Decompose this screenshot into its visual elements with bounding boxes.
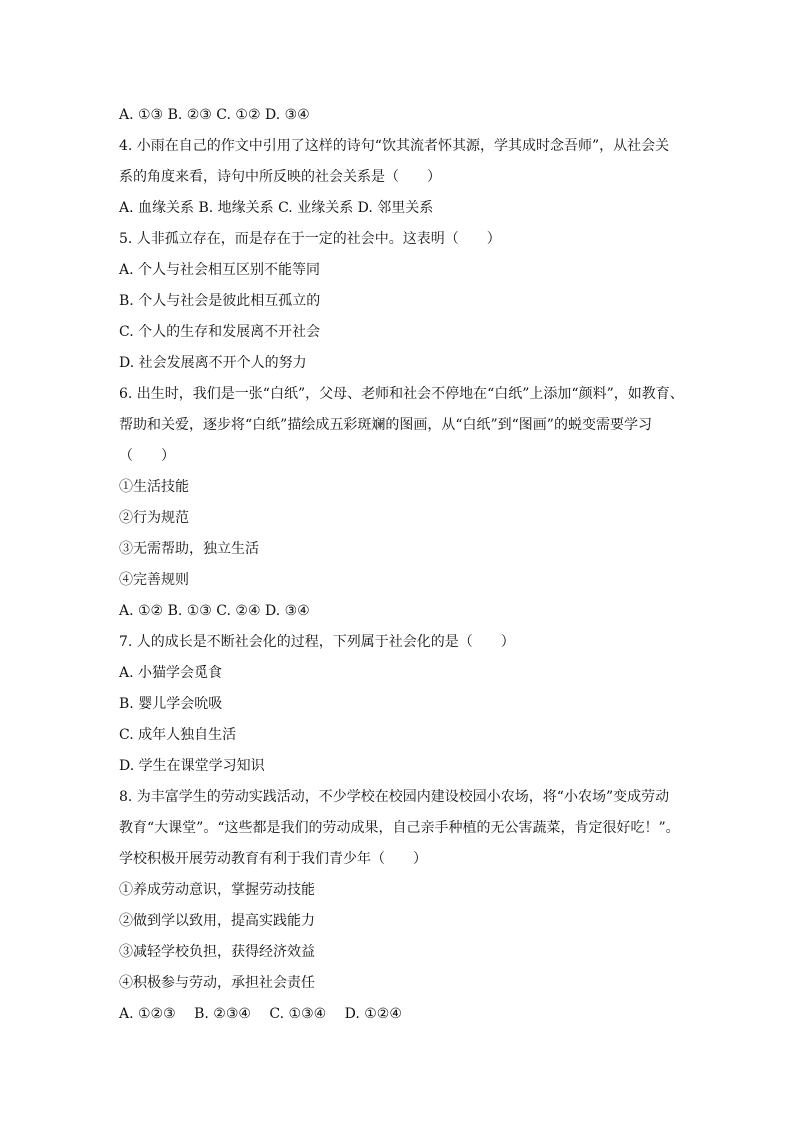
text-line: （ ） [119,448,175,464]
text-line: 4. 小雨在自己的作文中引用了这样的诗句“饮其流者怀其源，学其成时念吾师”，从社会关 [119,138,670,154]
text-line: 学校积极开展劳动教育有利于我们青少年（ ） [119,851,427,867]
text-line: 7. 人的成长是不断社会化的过程，下列属于社会化的是（ ） [119,634,515,650]
text-line: A. ①② B. ①③ C. ②④ D. ③④ [119,603,310,619]
text-line: 5. 人非孤立存在，而是存在于一定的社会中。这表明（ ） [119,231,501,247]
text-line: A. ①③ B. ②③ C. ①② D. ③④ [119,107,310,123]
text-line: ④积极参与劳动，承担社会责任 [119,975,315,991]
text-line: A. 小猫学会觅食 [119,665,223,681]
text-line: B. 婴儿学会吮吸 [119,696,223,712]
text-line: 教育“大课堂”。“这些都是我们的劳动成果，自己亲手种植的无公害蔬菜，肯定很好吃！”。 [119,820,680,836]
text-line: ①养成劳动意识，掌握劳动技能 [119,882,315,898]
text-line: ②做到学以致用，提高实践能力 [119,913,315,929]
text-line: A. ①②③ B. ②③④ C. ①③④ D. ①②④ [119,1006,402,1022]
text-line: B. 个人与社会是彼此相互孤立的 [119,293,321,309]
text-line: C. 个人的生存和发展离不开社会 [119,324,321,340]
text-line: D. 社会发展离不开个人的努力 [119,355,307,371]
text-line: 8. 为丰富学生的劳动实践活动，不少学校在校园内建设校园小农场，将“小农场”变成劳动 [119,789,670,805]
text-line: A. 个人与社会相互区别不能等同 [119,262,321,278]
text-line: ②行为规范 [119,510,189,526]
text-line: D. 学生在课堂学习知识 [119,758,265,774]
text-line: ①生活技能 [119,479,189,495]
question-text [119,100,699,1030]
text-line: C. 成年人独自生活 [119,727,237,743]
text-line: 系的角度来看，诗句中所反映的社会关系是（ ） [119,169,441,185]
text-line: ③无需帮助，独立生活 [119,541,259,557]
text-line: ③减轻学校负担，获得经济效益 [119,944,315,960]
text-line: 帮助和关爱，逐步将“白纸”描绘成五彩斑斓的图画，从“白纸”到“图画”的蜕变需要学习 [119,417,652,433]
text-line: 6. 出生时，我们是一张“白纸”，父母、老师和社会不停地在“白纸”上添加“颜料”，如教育、 [119,386,684,402]
text-line: A. 血缘关系 B. 地缘关系 C. 业缘关系 D. 邻里关系 [119,200,434,216]
text-line: ④完善规则 [119,572,189,588]
